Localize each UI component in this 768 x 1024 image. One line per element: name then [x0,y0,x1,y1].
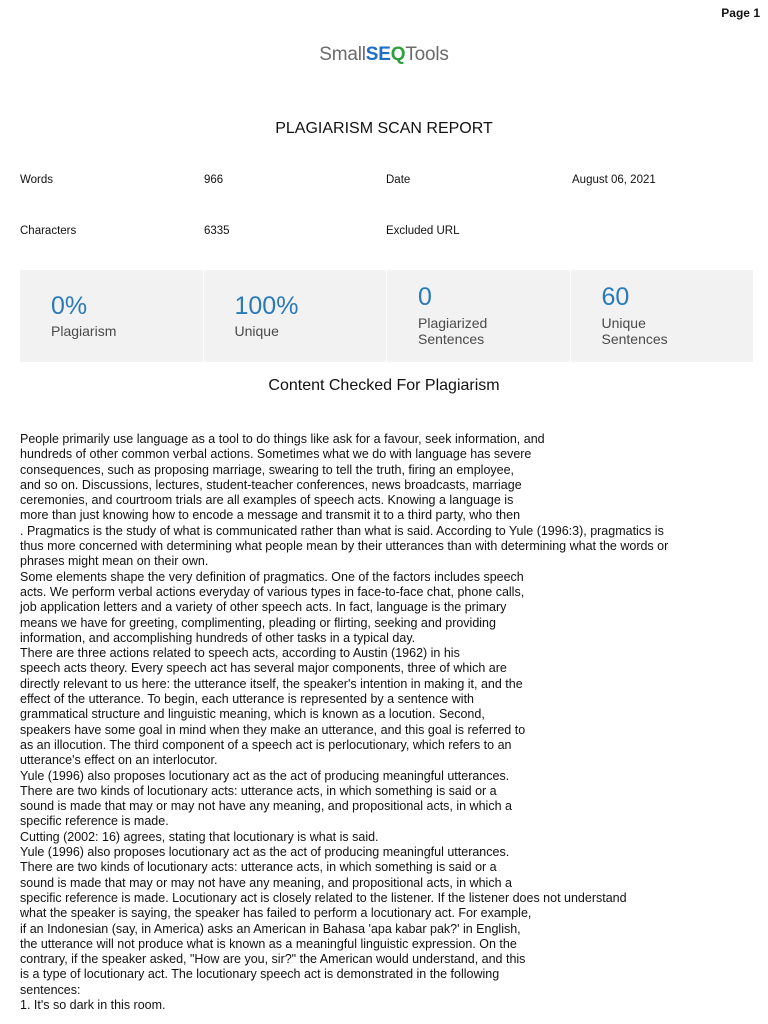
stat-unique-value: 100% [234,292,299,320]
logo-magnifier-q: Q [390,44,406,65]
page-number: Page 1 [721,6,760,20]
content-line: ceremonies, and courtroom trials are all examples of speech acts. Knowing a language is [20,493,514,508]
stat-unique [204,270,388,362]
content-line: Yule (1996) also proposes locutionary act as the act of producing meaningful utterances. [20,845,510,860]
content-line: what the speaker is saying, the speaker has failed to perform a locutionary act. For example, [20,906,532,921]
content-line: There are two kinds of locutionary acts: utterance acts, in which something is said or a [20,860,497,875]
content-line: job application letters and a variety of other speech acts. In fact, language is the primary [20,600,507,615]
stat-plagiarized-sentences-label-1: Plagiarized [418,315,488,331]
content-line: more than just knowing how to encode a message and transmit it to a third party, who then [20,508,521,523]
content-line: Yule (1996) also proposes locutionary act as the act of producing meaningful utterances. [20,768,510,783]
stat-plagiarized-sentences-label-2: Sentences [418,331,485,347]
content-line: There are three actions related to speech acts, according to Austin (1962) in his [20,646,460,661]
content-line: sound is made that may or may not have any meaning, and propositional acts, in which a [20,799,512,814]
checked-content-text [20,432,755,1013]
content-line: the utterance will not produce what is known as a meaningful linguistic expression. On the [20,936,517,951]
content-line: acts. We perform verbal actions everyday of various types in face-to-face chat, phone calls, [20,584,525,599]
stat-unique-sentences [571,270,754,362]
content-line: and so on. Discussions, lectures, student-teacher conferences, news broadcasts, marriage [20,477,522,492]
logo-text-tools: Tools [405,44,449,65]
stat-plagiarized-sentences-value: 0 [418,283,432,311]
stat-unique-sentences-label-1: Unique [601,315,646,331]
content-section-title: Content Checked For Plagiarism [268,377,500,394]
content-line: utterance's effect on an interlocutor. [20,753,218,768]
content-line: speech acts theory. Every speech act has several major components, three of which are [20,661,507,676]
content-line: sentences: [20,982,81,997]
date-label: Date [386,174,411,186]
content-line: thus more concerned with determining what people mean by their utterances than with determining what the words or [20,539,669,554]
logo-text-se: SE [365,44,391,65]
stat-unique-sentences-value: 60 [601,283,630,311]
stat-unique-sentences-label-2: Sentences [601,331,668,347]
content-line: means we have for greeting, complimenting, pleading or flirting, seeking and providing [20,615,496,630]
content-line: . Pragmatics is the study of what is communicated rather than what is said. According to Yule (1996:3), pragmatics is [20,523,664,538]
excluded-url-label: Excluded URL [386,225,460,237]
content-line: specific reference is made. Locutionary act is closely related to the listener. If the listener does not understand [20,890,627,905]
content-line: People primarily use language as a tool to do things like ask for a favour, seek information, and [20,432,545,446]
content-line: contrary, if the speaker asked, "How are you, sir?" the American would understand, and this [20,952,526,967]
words-label: Words [20,174,54,186]
content-line: consequences, such as proposing marriage, swearing to tell the truth, firing an employee, [20,462,515,477]
content-line: phrases might mean on their own. [20,554,209,569]
content-line: effect of the utterance. To begin, each utterance is represented by a sentence with [20,692,474,707]
content-line: as an illocution. The third component of a speech act is perlocutionary, which refers to an [20,737,512,752]
stat-plagiarism [20,270,204,362]
content-line: speakers have some goal in mind when they make an utterance, and this goal is referred to [20,722,526,737]
content-line: hundreds of other common verbal actions. Sometimes what we do with language has severe [20,447,532,462]
stats-panel [20,270,753,362]
content-line: Cutting (2002: 16) agrees, stating that locutionary is what is said. [20,829,379,844]
content-line: directly relevant to us here: the utterance itself, the speaker's intention in making it, and the [20,676,523,691]
content-line: if an Indonesian (say, in America) asks an American in Bahasa 'apa kabar pak?' in English, [20,921,521,936]
content-line: 1. It's so dark in this room. [20,997,166,1012]
content-line: information, and accomplishing hundreds of other tasks in a typical day. [20,630,416,645]
content-line: sound is made that may or may not have any meaning, and propositional acts, in which a [20,875,512,890]
report-title: PLAGIARISM SCAN REPORT [275,120,493,137]
words-value: 966 [204,174,224,186]
stat-plagiarism-label: Plagiarism [51,323,117,339]
content-line: There are two kinds of locutionary acts: utterance acts, in which something is said or a [20,783,497,798]
content-line: specific reference is made. [20,814,169,829]
date-value: August 06, 2021 [572,174,656,186]
stat-plagiarism-value: 0% [51,292,88,320]
stat-plagiarized-sentences [387,270,571,362]
content-line: is a type of locutionary act. The locutionary speech act is demonstrated in the following [20,967,500,982]
smallseotools-logo [0,44,768,66]
logo-text-small: Small [319,44,366,65]
stat-unique-label: Unique [234,323,279,339]
characters-value: 6335 [204,225,230,237]
characters-label: Characters [20,225,77,237]
content-line: Some elements shape the very definition of pragmatics. One of the factors includes speech [20,569,524,584]
content-line: grammatical structure and linguistic meaning, which is known as a locution. Second, [20,707,485,722]
